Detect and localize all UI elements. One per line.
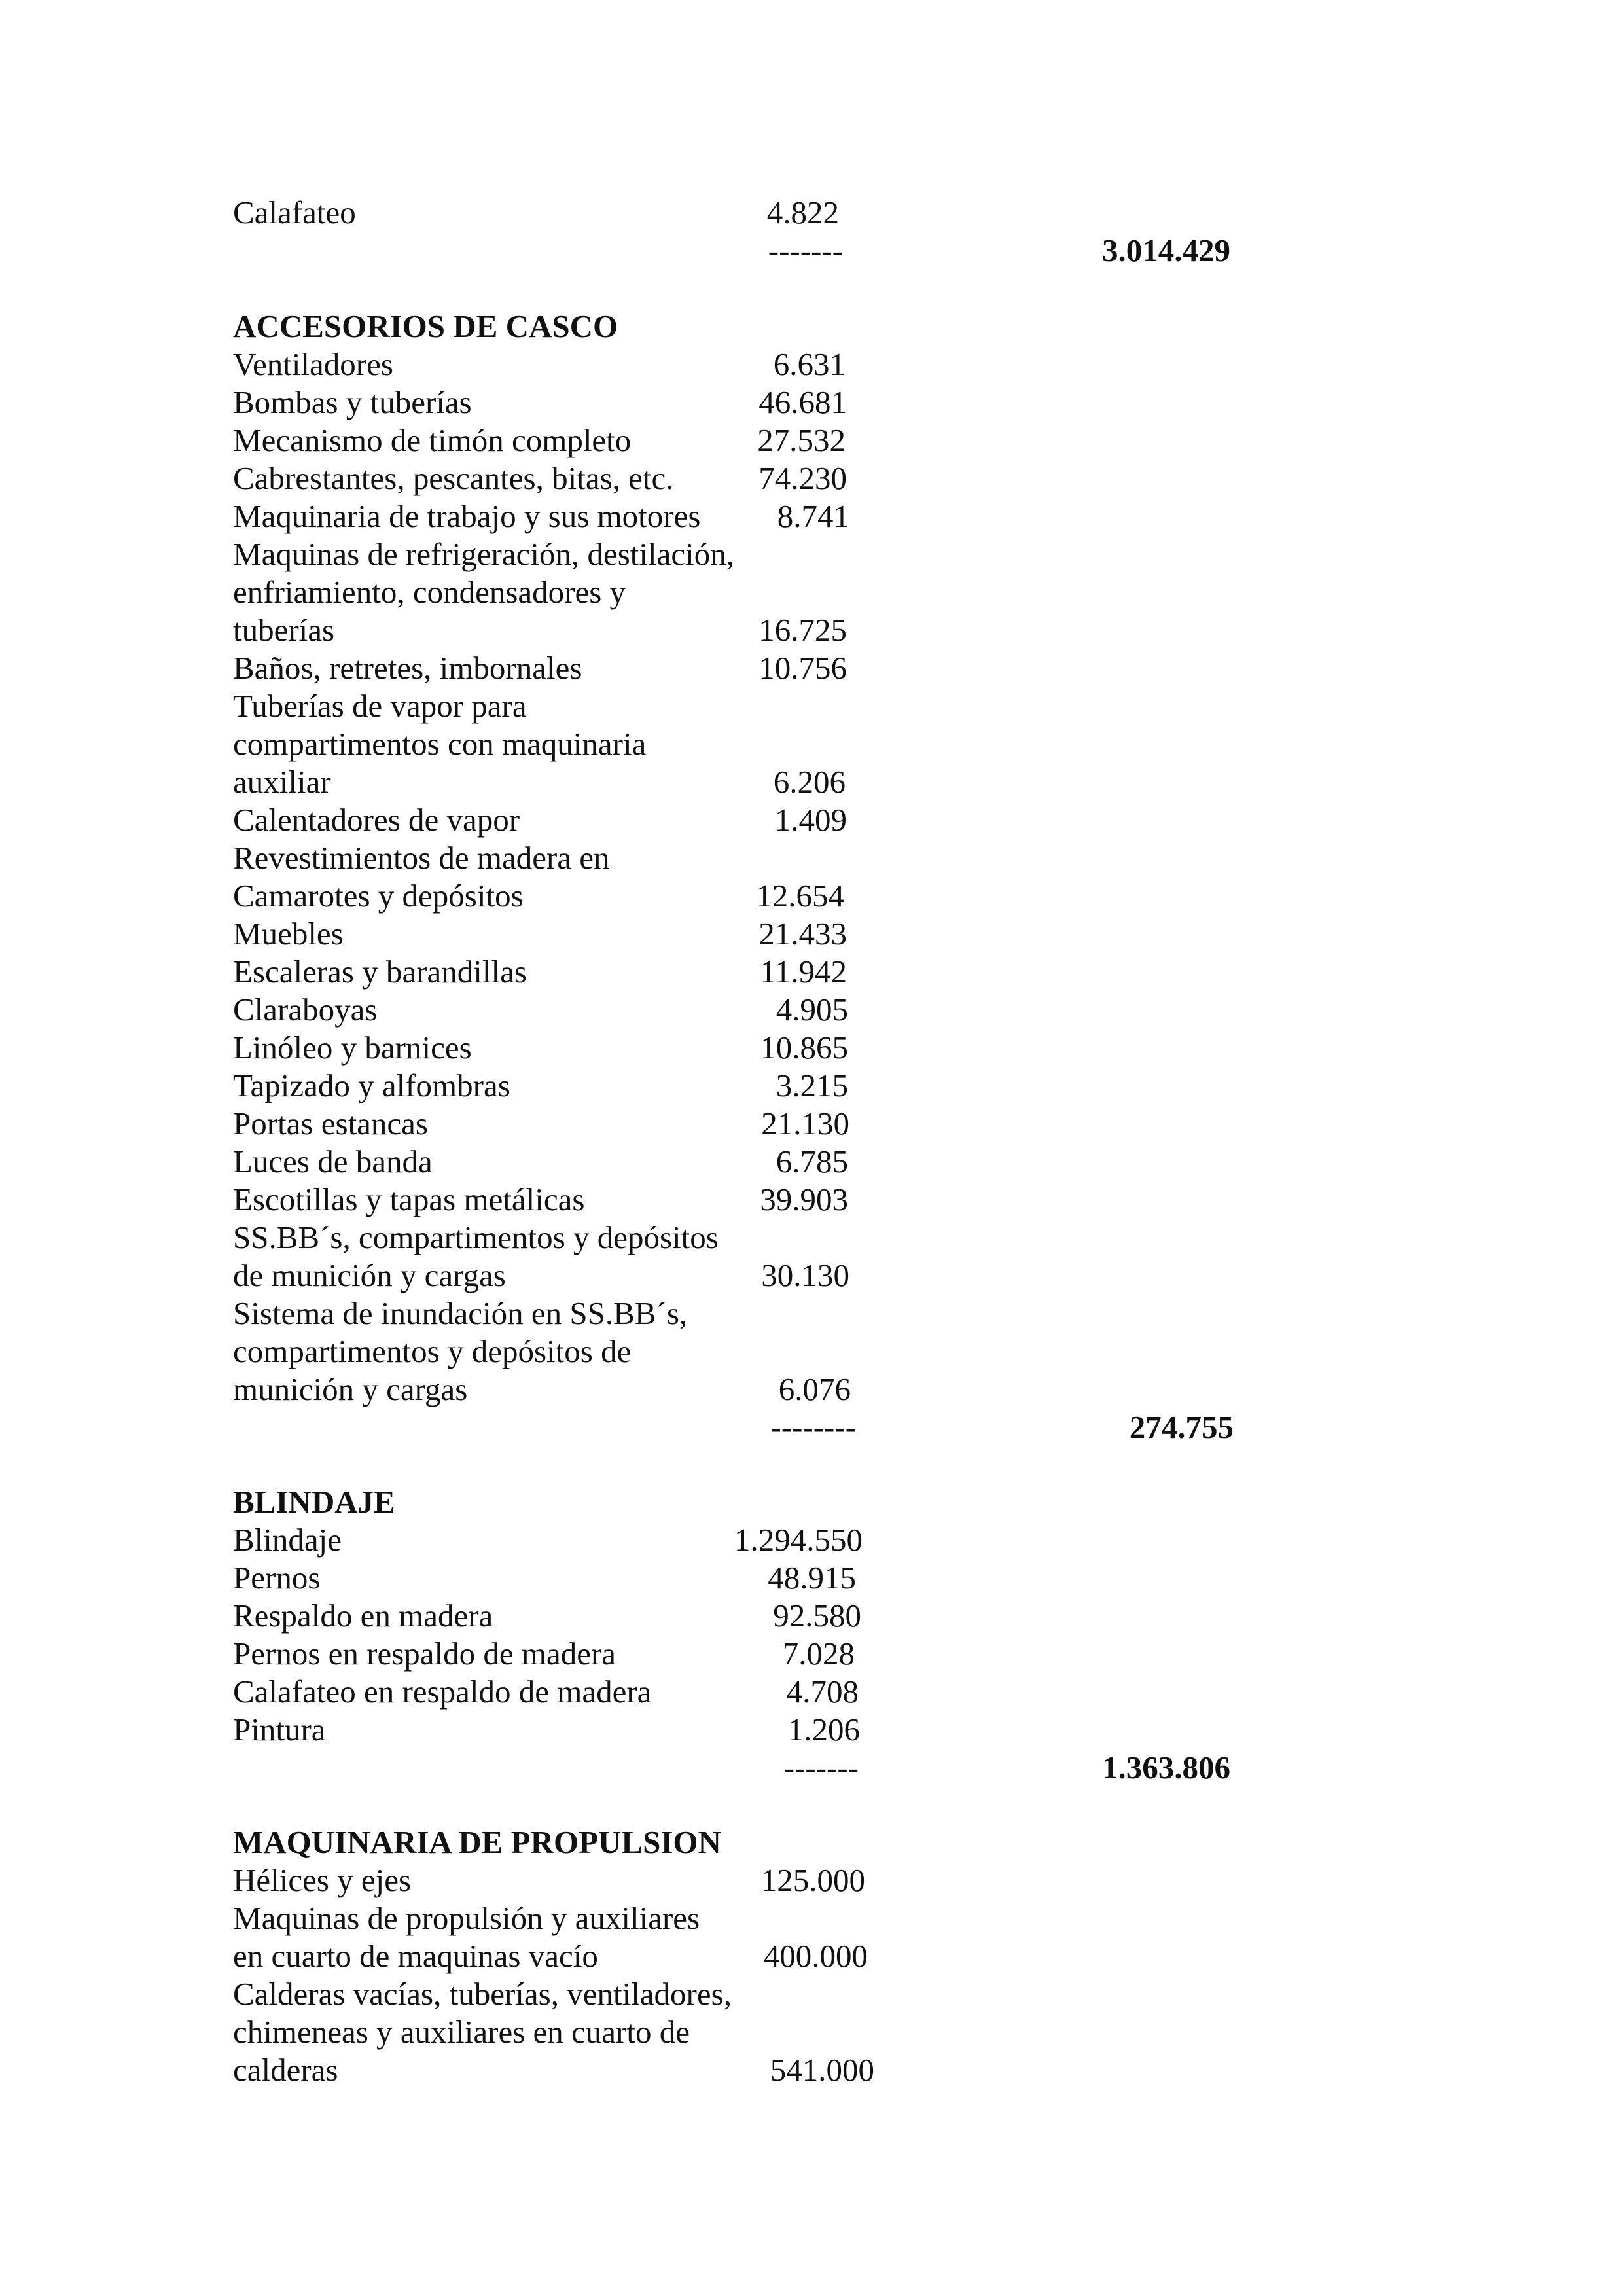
item-label: Calafateo [233,194,356,230]
item-label: Linóleo y barnices [233,1030,472,1066]
section-heading-propulsion: MAQUINARIA DE PROPULSION [233,1824,721,1860]
item-value: 10.756 [758,650,847,686]
item-value: 6.076 [778,1371,851,1407]
item-label: Calentadores de vapor [233,802,520,838]
item-label: Maquinas de refrigeración, destilación, [233,536,735,572]
item-label: Revestimientos de madera en [233,840,610,876]
item-value: 92.580 [773,1598,861,1634]
item-value: 6.631 [773,346,846,382]
item-value: 12.654 [756,878,844,914]
item-label: Pernos [233,1560,321,1596]
subtotal-separator: ------- [783,1749,859,1785]
item-label: auxiliar [233,764,331,800]
item-label: Ventiladores [233,346,393,382]
item-label: munición y cargas [233,1371,468,1407]
item-label: Portas estancas [233,1105,428,1141]
item-value: 6.206 [773,764,846,800]
item-value: 48.915 [768,1560,856,1596]
item-value: 1.409 [774,802,847,838]
item-label: Bombas y tuberías [233,384,472,420]
item-label: Baños, retretes, imbornales [233,650,582,686]
item-value: 10.865 [760,1030,848,1066]
item-value: 400.000 [763,1938,868,1974]
item-label: Escaleras y barandillas [233,954,527,990]
item-label: Claraboyas [233,992,378,1028]
section-total: 3.014.429 [1102,232,1230,268]
item-label: Calderas vacías, tuberías, ventiladores, [233,1976,732,2012]
item-label: Maquinas de propulsión y auxiliares [233,1900,700,1936]
item-label: Tuberías de vapor para [233,688,527,724]
item-label: Respaldo en madera [233,1598,493,1634]
item-label: SS.BB´s, compartimentos y depósitos [233,1219,719,1255]
item-value: 125.000 [760,1862,865,1898]
item-label: Escotillas y tapas metálicas [233,1181,585,1217]
item-label: Sistema de inundación en SS.BB´s, [233,1295,688,1331]
item-label: enfriamiento, condensadores y [233,574,626,610]
item-label: Hélices y ejes [233,1862,412,1898]
item-value: 74.230 [758,460,847,496]
item-value: 541.000 [770,2052,874,2088]
item-label: en cuarto de maquinas vacío [233,1938,598,1974]
item-label: Maquinaria de trabajo y sus motores [233,498,701,534]
item-label: calderas [233,2052,338,2088]
item-label: Pintura [233,1712,326,1748]
subtotal-separator: ------- [768,232,843,268]
section-total: 1.363.806 [1102,1749,1230,1785]
item-label: compartimentos con maquinaria [233,726,647,762]
item-value: 27.532 [757,422,846,458]
item-value: 1.294.550 [734,1522,863,1558]
section-heading-blindaje: BLINDAJE [233,1484,395,1520]
item-value: 21.433 [758,916,847,952]
item-value: 4.822 [766,194,839,230]
item-value: 8.741 [777,498,849,534]
item-label: Muebles [233,916,344,952]
item-label: tuberías [233,612,335,648]
item-label: Tapizado y alfombras [233,1067,510,1103]
item-value: 39.903 [760,1181,848,1217]
item-value: 46.681 [758,384,847,420]
item-label: Pernos en respaldo de madera [233,1636,616,1672]
item-value: 30.130 [761,1257,849,1293]
item-value: 21.130 [761,1105,849,1141]
item-label: Cabrestantes, pescantes, bitas, etc. [233,460,674,496]
item-label: Mecanismo de timón completo [233,422,632,458]
subtotal-separator: -------- [770,1409,856,1445]
item-value: 3.215 [776,1067,848,1103]
item-label: compartimentos y depósitos de [233,1333,632,1369]
item-value: 6.785 [776,1143,848,1179]
item-value: 7.028 [782,1636,855,1672]
item-value: 1.206 [787,1712,860,1748]
item-value: 11.942 [760,954,847,990]
item-value: 16.725 [758,612,847,648]
item-label: Blindaje [233,1522,342,1558]
item-label: chimeneas y auxiliares en cuarto de [233,2014,690,2050]
item-label: de munición y cargas [233,1257,506,1293]
section-total: 274.755 [1129,1409,1234,1445]
item-value: 4.905 [776,992,848,1028]
item-label: Calafateo en respaldo de madera [233,1674,652,1710]
item-label: Luces de banda [233,1143,433,1179]
item-value: 4.708 [786,1674,859,1710]
section-heading-accesorios: ACCESORIOS DE CASCO [233,308,618,344]
item-label: Camarotes y depósitos [233,878,524,914]
